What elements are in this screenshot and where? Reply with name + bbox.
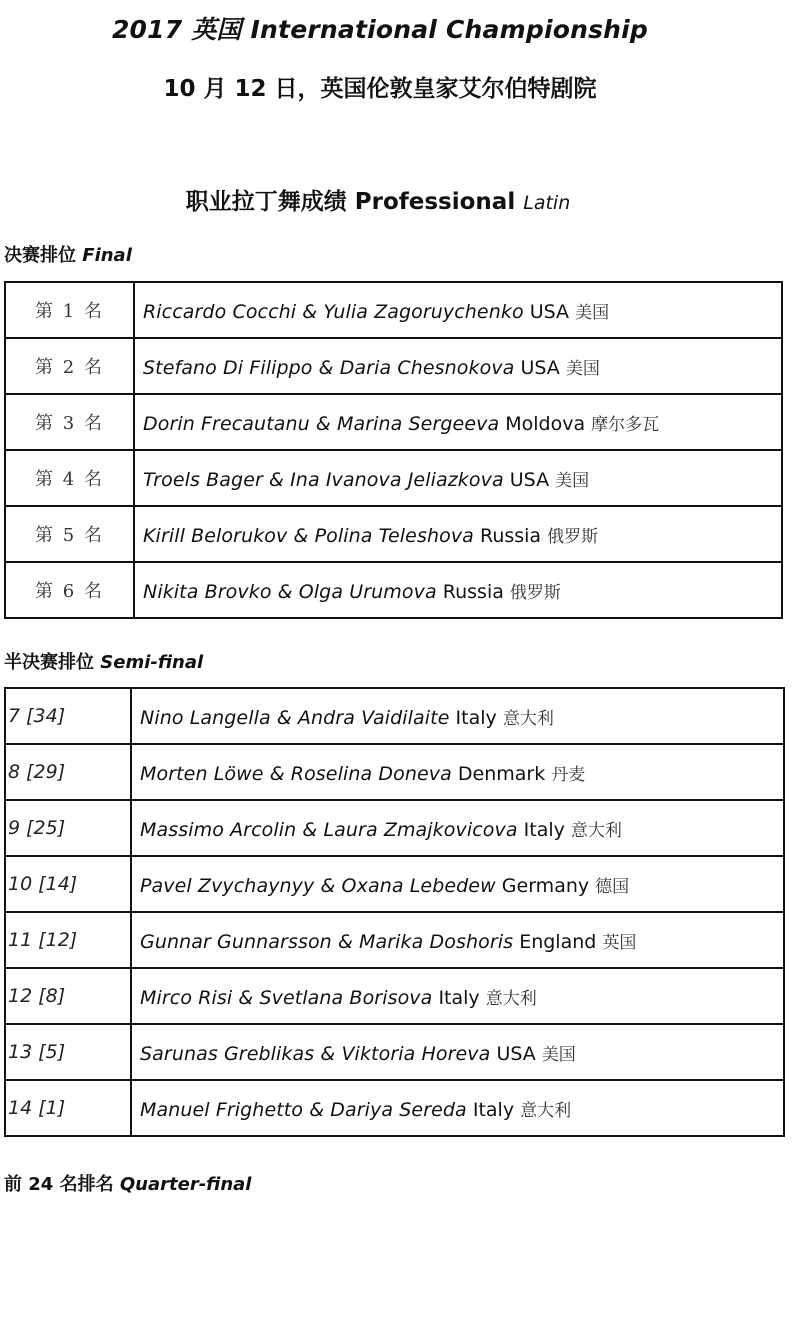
rank-cell: 14 [1] — [5, 1080, 131, 1136]
couple-name: Pavel Zvychaynyy & Oxana Lebedew — [140, 874, 496, 897]
table-row — [5, 800, 784, 856]
country-en: Russia — [442, 580, 504, 603]
country-zh: 意大利 — [502, 708, 554, 729]
table-row — [5, 1080, 784, 1136]
rank-cell: 第 1 名 — [5, 282, 134, 338]
country-zh: 美国 — [565, 358, 600, 379]
rank-cell: 第 2 名 — [5, 338, 134, 394]
country-en: USA — [520, 356, 560, 379]
section-title-latin: Latin — [523, 192, 571, 214]
couple-name: Riccardo Cocchi & Yulia Zagoruychenko — [143, 300, 524, 323]
semi-final-results-table — [4, 687, 785, 1137]
country-en: Italy — [438, 986, 480, 1009]
final-heading-zh: 决赛排位 — [4, 245, 76, 266]
country-zh: 丹麦 — [551, 764, 586, 785]
rank-cell: 第 5 名 — [5, 506, 134, 562]
rank-cell: 12 [8] — [5, 968, 131, 1024]
country-en: Germany — [501, 874, 590, 897]
country-zh: 摩尔多瓦 — [591, 414, 660, 435]
couple-name: Mirco Risi & Svetlana Borisova — [140, 986, 433, 1009]
final-heading-en: Final — [82, 245, 132, 266]
couple-cell — [134, 450, 782, 506]
rank-cell: 8 [29] — [5, 744, 131, 800]
couple-cell — [134, 562, 782, 618]
country-en: USA — [496, 1042, 536, 1065]
country-en: USA — [509, 468, 550, 491]
couple-cell — [131, 1080, 784, 1136]
country-zh: 德国 — [595, 876, 630, 897]
country-zh: 俄罗斯 — [547, 526, 599, 547]
rank-cell: 9 [25] — [5, 800, 131, 856]
country-en: Italy — [472, 1098, 515, 1121]
semi-heading-en: Semi-final — [100, 652, 204, 673]
couple-name: Nikita Brovko & Olga Urumova — [143, 580, 437, 603]
couple-name: Massimo Arcolin & Laura Zmajkovicova — [140, 818, 518, 841]
country-en: Russia — [479, 524, 542, 547]
country-zh: 意大利 — [570, 820, 622, 841]
table-row — [5, 856, 784, 912]
couple-name: Troels Bager & Ina Ivanova Jeliazkova — [143, 468, 504, 491]
rank-cell: 第 6 名 — [5, 562, 134, 618]
semi-final-heading — [4, 648, 203, 674]
table-row — [5, 968, 784, 1024]
table-row — [5, 450, 782, 506]
couple-cell — [131, 912, 784, 968]
couple-cell — [131, 800, 784, 856]
event-date-venue: 10 月 12 日，英国伦敦皇家艾尔伯特剧院 — [163, 76, 597, 102]
country-zh: 英国 — [602, 932, 637, 953]
couple-cell — [134, 506, 782, 562]
couple-name: Nino Langella & Andra Vaidilaite — [140, 706, 450, 729]
country-zh: 美国 — [541, 1044, 576, 1065]
table-row — [5, 1024, 784, 1080]
table-row — [5, 506, 782, 562]
table-row — [5, 562, 782, 618]
couple-cell — [131, 744, 784, 800]
country-zh: 意大利 — [485, 988, 537, 1009]
couple-cell — [134, 338, 782, 394]
table-row — [5, 912, 784, 968]
country-en: Italy — [455, 706, 497, 729]
country-zh: 美国 — [555, 470, 590, 491]
country-zh: 美国 — [575, 302, 610, 323]
table-row — [5, 688, 784, 744]
table-row — [5, 744, 784, 800]
couple-cell — [131, 856, 784, 912]
couple-cell — [134, 394, 782, 450]
couple-name: Dorin Frecautanu & Marina Sergeeva — [143, 412, 500, 435]
couple-name: Morten Löwe & Roselina Doneva — [140, 762, 452, 785]
couple-cell — [131, 688, 784, 744]
couple-cell — [134, 282, 782, 338]
country-en: England — [519, 930, 597, 953]
quarter-heading-en: Quarter-final — [119, 1174, 252, 1195]
country-en: Moldova — [505, 412, 586, 435]
rank-cell: 第 4 名 — [5, 450, 134, 506]
table-row — [5, 394, 782, 450]
table-row — [5, 338, 782, 394]
couple-name: Sarunas Greblikas & Viktoria Horeva — [140, 1042, 491, 1065]
couple-name: Kirill Belorukov & Polina Teleshova — [143, 524, 474, 547]
country-en: USA — [529, 300, 570, 323]
event-title: 2017 英国 International Championship — [111, 15, 649, 44]
rank-cell: 13 [5] — [5, 1024, 131, 1080]
couple-name: Stefano Di Filippo & Daria Chesnokova — [143, 356, 515, 379]
section-title-main: 职业拉丁舞成绩 Professional — [185, 189, 516, 215]
rank-cell: 7 [34] — [5, 688, 131, 744]
country-zh: 意大利 — [520, 1100, 572, 1121]
couple-cell — [131, 1024, 784, 1080]
couple-name: Manuel Frighetto & Dariya Sereda — [140, 1098, 467, 1121]
country-en: Italy — [523, 818, 565, 841]
country-en: Denmark — [457, 762, 546, 785]
section-title — [0, 183, 756, 216]
rank-cell: 第 3 名 — [5, 394, 134, 450]
rank-cell: 10 [14] — [5, 856, 131, 912]
table-row — [5, 282, 782, 338]
final-heading — [4, 241, 132, 267]
quarter-heading-zh: 前 24 名排名 — [4, 1174, 114, 1195]
couple-cell — [131, 968, 784, 1024]
semi-heading-zh: 半决赛排位 — [4, 652, 94, 673]
couple-name: Gunnar Gunnarsson & Marika Doshoris — [140, 930, 514, 953]
quarter-final-heading — [4, 1170, 251, 1196]
country-zh: 俄罗斯 — [509, 582, 561, 603]
final-results-table — [4, 281, 783, 619]
rank-cell: 11 [12] — [5, 912, 131, 968]
